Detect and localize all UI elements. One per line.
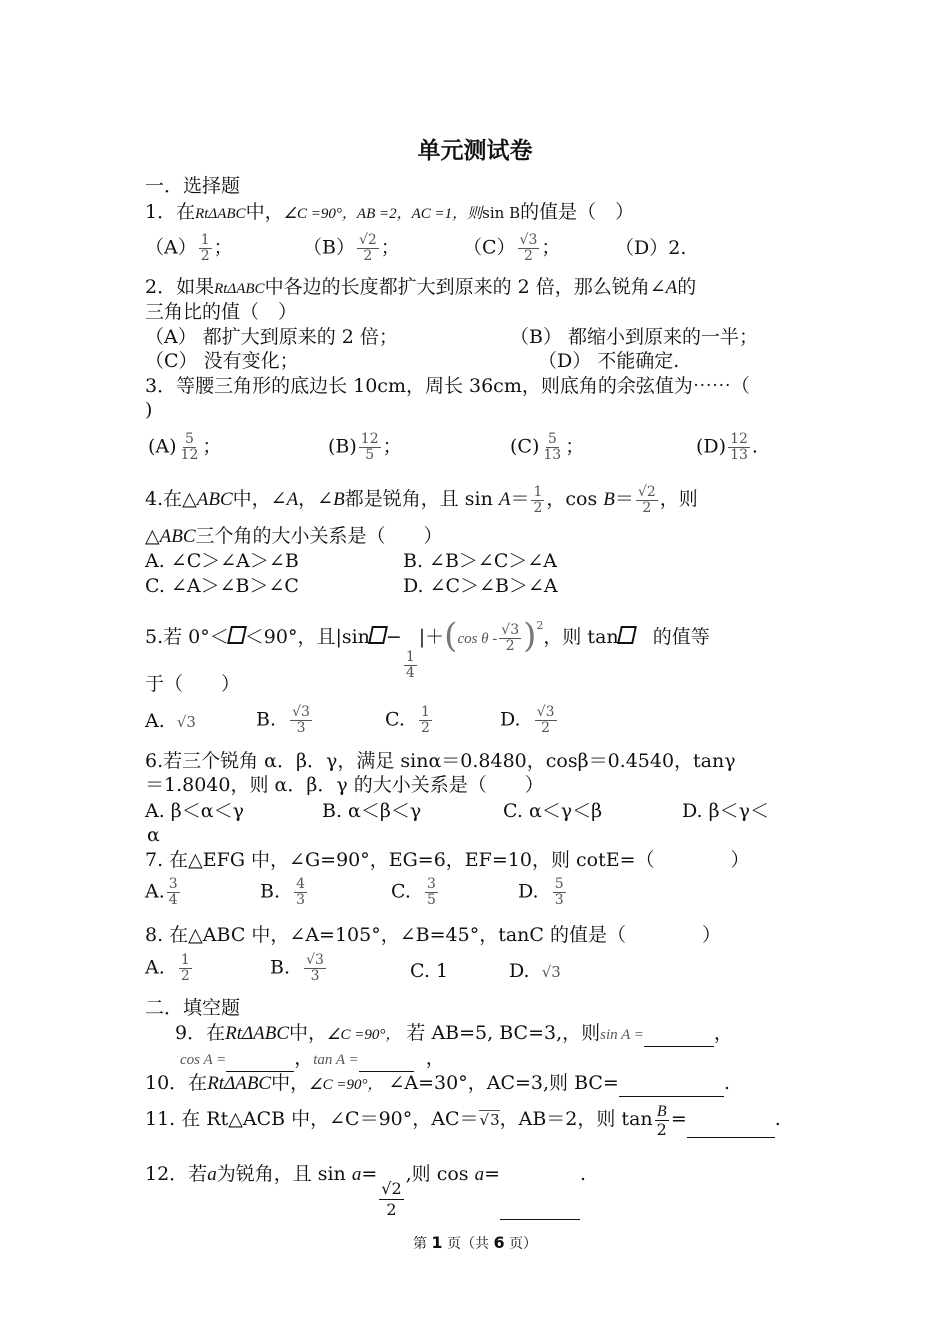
q3-c-den: 13 <box>543 447 562 463</box>
q3-option-d <box>696 432 758 463</box>
q2-tail: 的 <box>677 276 697 298</box>
q3-b-num: 12 <box>360 431 379 447</box>
q1-ab: AB =2， <box>356 206 412 222</box>
q3-option-b <box>328 432 402 463</box>
q3-a-den: 12 <box>180 447 199 463</box>
q8-a-frac <box>179 953 192 984</box>
q1-option-a <box>145 233 233 264</box>
q1-a-den: 2 <box>200 248 210 264</box>
q11-root: 3 <box>490 1111 500 1129</box>
question-7: 7. 在△EFG 中，∠G=90°，EG=6，EF=10，则 cotE=（ ） <box>145 849 750 871</box>
question-4-line-1 <box>145 484 698 516</box>
question-6-line-2: ＝1.8040，则 α．β．γ 的大小关系是（ ） <box>145 774 544 796</box>
q1-option-a-frac <box>199 233 212 264</box>
footer-post: 页） <box>509 1236 538 1252</box>
q9-cond: 若 AB=5, BC=3,，则 <box>406 1022 601 1044</box>
q7-b-num: 4 <box>296 876 306 892</box>
q3-option-c <box>510 432 584 463</box>
q4-abc2: ABC <box>159 526 196 547</box>
q12-den: 2 <box>386 1200 397 1219</box>
cos-a-blank[interactable] <box>226 1053 294 1072</box>
q1-sinb: sin B <box>482 204 521 222</box>
q3-a-label: (A) <box>148 435 177 458</box>
q4-b: B <box>333 489 345 510</box>
q9-comma2: ， <box>294 1047 314 1069</box>
q1-tail: 的值是（ ） <box>520 201 635 223</box>
question-5-line-1 <box>145 611 710 681</box>
q9-triangle: RtΔABC <box>225 1023 290 1044</box>
q9-sina: sin A = <box>600 1027 644 1043</box>
q2-lead: 2．如果 <box>145 276 215 298</box>
q12-eq: = <box>361 1163 378 1185</box>
q10-tail: ∠A=30°，AC=3,则 BC= <box>388 1072 619 1094</box>
section-fill-heading: 二．填空题 <box>145 997 241 1019</box>
q1-b-end: ； <box>380 236 400 259</box>
q5-frac-2 <box>499 623 521 654</box>
q4-t6: 三个角的大小关系是（ ） <box>195 525 443 547</box>
q3-d-end: . <box>751 435 758 458</box>
q1-ac: AC =1，则 <box>411 206 483 222</box>
q4-t4: ，cos <box>546 488 598 510</box>
q3-a-num: 5 <box>185 431 194 447</box>
q7-c-num: 3 <box>427 876 436 892</box>
sin-a-blank[interactable] <box>644 1028 714 1047</box>
q5-d-num: √3 <box>536 704 555 720</box>
q7-c-frac <box>425 877 438 908</box>
q12-end: . <box>580 1163 587 1185</box>
q9-lead: 9．在 <box>175 1022 226 1044</box>
question-5-line-2: 于（ ） <box>145 673 241 695</box>
q1-option-a-label: （A） <box>145 236 197 259</box>
q12-num: √2 <box>381 1179 402 1198</box>
q4-frac-2 <box>636 485 658 516</box>
q4-t2: ，∠ <box>298 488 334 510</box>
q7-option-c <box>391 877 440 908</box>
question-6-line-1: 6.若三个锐角 α．β．γ，满足 sinα＝0.8480，cosβ＝0.4540，tanγ <box>145 750 736 772</box>
q1-mid: 中， <box>245 201 284 223</box>
q8-b-den: 3 <box>310 968 320 984</box>
q1-option-d: （D）2. <box>615 237 687 259</box>
q12-eq2: = <box>484 1163 501 1185</box>
q8-b-frac <box>304 953 326 984</box>
q3-d-label: (D) <box>696 435 727 458</box>
total-pages: 6 <box>493 1233 505 1252</box>
q4-eq1: ＝ <box>510 488 530 510</box>
right-paren-icon: ) <box>523 616 537 656</box>
q3-c-end: ； <box>565 435 585 458</box>
footer-pre: 第 <box>412 1236 427 1252</box>
q2-option-c: （C） 没有变化； <box>145 350 299 372</box>
q9-mid: 中， <box>289 1022 328 1044</box>
q2-option-b: （B） 都缩小到原来的一半； <box>510 326 759 348</box>
question-2-line-1 <box>145 275 696 301</box>
q10-end: . <box>723 1072 730 1094</box>
q1-option-c-label: （C） <box>463 236 516 259</box>
q8-b-num: √3 <box>306 952 324 968</box>
q5-c-den: 2 <box>421 720 430 736</box>
q12-a: a <box>207 1164 217 1185</box>
q5-num2: √3 <box>501 621 520 638</box>
q3-b-frac <box>359 432 381 463</box>
page-footer <box>0 1233 950 1253</box>
q5-b-den: 3 <box>296 720 306 736</box>
q8-d-val: √3 <box>541 963 561 981</box>
q11-mid: ，AB＝2，则 tan <box>499 1108 653 1130</box>
q5-square: 2 <box>536 619 544 632</box>
q8-option-c: C. 1 <box>410 960 449 982</box>
q7-a-den: 4 <box>168 892 178 908</box>
q1-option-c-frac <box>518 233 540 264</box>
q4-a2: A <box>498 489 511 510</box>
q7-b-frac <box>294 877 307 908</box>
question-12 <box>145 1157 586 1220</box>
q3-d-den: 13 <box>730 447 748 463</box>
q5-den1: 4 <box>405 665 415 681</box>
q4-frac-1 <box>531 485 544 516</box>
q10-mid: 中， <box>271 1072 310 1094</box>
q10-lead: 10．在 <box>145 1072 208 1094</box>
q4-option-c: C. ∠A＞∠B＞∠C <box>145 575 299 597</box>
question-3-line-2: ) <box>145 399 153 421</box>
q9-comma3: ， <box>425 1047 445 1069</box>
q4-option-a: A. ∠C＞∠A＞∠B <box>145 550 299 572</box>
q5-tail: ，则 tan <box>543 626 619 648</box>
q1-option-c <box>463 233 560 264</box>
q7-c-label: C. <box>391 880 411 903</box>
q7-d-label: D. <box>518 880 539 903</box>
q4-abc: ABC <box>196 489 233 510</box>
q1-c-den: 2 <box>524 248 533 264</box>
q3-c-frac <box>541 432 563 463</box>
theta-box-icon <box>617 626 637 644</box>
q8-a-label: A. <box>145 956 165 979</box>
q12-a3: a <box>474 1164 485 1185</box>
q5-option-a <box>145 709 196 734</box>
q7-option-b <box>260 877 309 908</box>
q7-b-label: B. <box>260 880 281 903</box>
q4-eq2: ＝ <box>614 488 634 510</box>
q7-option-a <box>145 877 182 908</box>
q3-d-frac <box>728 432 750 463</box>
q5-lt: ＜90°，且|sin <box>244 626 370 648</box>
q11-frac <box>655 1103 669 1138</box>
q5-option-d <box>500 705 559 736</box>
q6-option-a: A. β＜α＜γ <box>145 800 244 822</box>
q5-c-frac <box>419 705 432 736</box>
q4-num1: 1 <box>533 483 543 500</box>
q2-triangle: RtΔABC <box>214 281 265 297</box>
q4-option-d: D. ∠C＞∠B＞∠A <box>403 575 558 597</box>
q1-triangle: RtΔABC <box>195 206 246 222</box>
q1-angle: ∠C =90°， <box>283 206 357 222</box>
left-paren-icon: ( <box>444 616 458 656</box>
q1-a-end: ； <box>213 236 233 259</box>
question-3-line-1: 3．等腰三角形的底边长 10cm，周长 36cm，则底角的余弦值为⋯⋯（ <box>145 375 750 397</box>
q4-t3: 都是锐角，且 sin <box>344 488 493 510</box>
q1-b-num: √2 <box>358 232 377 248</box>
footer-mid: 页（共 <box>447 1236 489 1252</box>
q7-d-num: 5 <box>554 876 564 892</box>
q9-cosa: cos A = <box>180 1052 227 1068</box>
q12-lead: 12．若 <box>145 1163 208 1185</box>
q5-a-label: A. <box>145 710 165 732</box>
q8-option-b <box>270 953 328 984</box>
q3-a-frac <box>179 432 201 463</box>
q6-option-b: B. α＜β＜γ <box>322 800 422 822</box>
q5-minus: − <box>385 626 402 648</box>
page-number: 1 <box>431 1233 443 1252</box>
question-2-line-2: 三角比的值（ ） <box>145 301 298 323</box>
q7-d-den: 3 <box>554 892 564 908</box>
q5-lead: 5.若 0°＜ <box>145 626 229 648</box>
q7-c-den: 5 <box>427 892 436 908</box>
q9-comma1: ， <box>713 1022 733 1044</box>
q11-lead: 11. 在 Rt△ACB 中，∠C＝90°，AC＝ <box>145 1108 479 1130</box>
q6-option-d: D. β＜γ＜ <box>682 800 769 822</box>
q4-tri: △ <box>145 525 160 547</box>
q7-d-frac <box>553 877 566 908</box>
q1-option-b <box>303 233 400 264</box>
q5-option-b <box>256 705 314 736</box>
q5-c-label: C. <box>385 708 405 731</box>
q2-angle-a: A <box>665 277 678 298</box>
q5-option-c <box>385 705 434 736</box>
q10-angle: ∠C =90°， <box>309 1077 383 1093</box>
q3-b-den: 5 <box>365 447 375 463</box>
q11-eq: = <box>670 1108 687 1130</box>
q5-c-num: 1 <box>421 704 430 720</box>
q2-option-d: （D） 不能确定. <box>538 350 680 372</box>
q1-lead: 1．在 <box>145 201 196 223</box>
q5-mid: |＋ <box>418 626 445 648</box>
q7-a-label: A. <box>145 880 165 903</box>
tan-b-half-blank[interactable] <box>687 1119 775 1138</box>
q5-d-den: 2 <box>541 720 551 736</box>
q5-frac-1 <box>404 650 417 681</box>
q4-b2: B <box>603 489 615 510</box>
q3-option-a <box>148 432 221 463</box>
question-8: 8. 在△ABC 中，∠A=105°，∠B=45°，tanC 的值是（ ） <box>145 924 721 946</box>
q7-a-frac <box>167 877 180 908</box>
q12-mid: 为锐角，且 sin <box>216 1163 346 1185</box>
q5-b-frac <box>290 705 312 736</box>
question-1 <box>145 200 634 226</box>
q4-a: A <box>286 489 299 510</box>
q4-den2: 2 <box>642 499 652 516</box>
q4-option-b: B. ∠B＞∠C＞∠A <box>403 550 558 572</box>
q5-den2: 2 <box>505 637 515 654</box>
theta-box-icon <box>227 626 247 644</box>
question-11 <box>145 1102 781 1138</box>
q7-b-den: 3 <box>296 892 306 908</box>
q2-text: 中各边的长度都扩大到原来的 2 倍，那么锐角∠ <box>264 276 666 298</box>
tan-a-blank[interactable] <box>359 1053 414 1072</box>
q5-b-label: B. <box>256 708 277 731</box>
q4-t1: 中，∠ <box>232 488 287 510</box>
q6-option-c: C. α＜γ＜β <box>503 800 603 822</box>
q7-option-d <box>518 877 568 908</box>
q8-b-label: B. <box>270 956 291 979</box>
q4-lead: 4.在△ <box>145 488 197 510</box>
q3-c-label: (C) <box>510 435 540 458</box>
theta-box-icon <box>368 626 388 644</box>
q10-triangle: RtΔABC <box>207 1073 272 1094</box>
bc-blank[interactable] <box>619 1078 724 1097</box>
q8-d-label: D. <box>509 960 530 982</box>
q1-b-den: 2 <box>363 248 373 264</box>
question-10 <box>145 1071 730 1097</box>
question-9-line-1 <box>175 1021 733 1047</box>
cos-a-answer-blank[interactable] <box>500 1201 580 1220</box>
q5-tail2: 的值等 <box>652 626 710 648</box>
q3-b-end: ； <box>382 435 402 458</box>
q4-t5: ，则 <box>659 488 698 510</box>
q1-option-b-frac <box>357 233 379 264</box>
q3-d-num: 12 <box>730 431 748 447</box>
page-title: 单元测试卷 <box>417 138 533 164</box>
sqrt-icon: √ <box>479 1111 490 1129</box>
section-choice-heading: 一．选择题 <box>145 175 241 197</box>
q5-d-frac <box>535 705 557 736</box>
q12-frac <box>379 1179 403 1220</box>
q11-num: B <box>656 1102 667 1120</box>
q11-den: 2 <box>656 1119 667 1139</box>
q9-tana: tan A = <box>313 1052 359 1068</box>
q5-b-num: √3 <box>292 704 310 720</box>
q2-option-a: （A） 都扩大到原来的 2 倍； <box>145 326 398 348</box>
question-9-line-2 <box>180 1046 445 1072</box>
q3-c-num: 5 <box>547 431 557 447</box>
q11-end: . <box>774 1108 781 1130</box>
q4-num2: √2 <box>637 483 656 500</box>
question-4-line-2 <box>145 524 443 549</box>
q5-a-val: √3 <box>176 713 196 731</box>
q7-a-num: 3 <box>168 876 178 892</box>
q12-tail: ,则 cos <box>405 1163 469 1185</box>
q6-option-d-cont: α <box>147 824 160 846</box>
q9-angle: ∠C =90°， <box>327 1027 401 1043</box>
q1-option-b-label: （B） <box>303 236 355 259</box>
q3-a-end: ； <box>202 435 222 458</box>
q12-a2: a <box>351 1164 362 1185</box>
q8-option-d <box>509 959 561 984</box>
q1-a-num: 1 <box>200 232 210 248</box>
q8-option-a <box>145 953 194 984</box>
q8-a-num: 1 <box>180 952 190 968</box>
q5-cos: cos θ - <box>457 631 498 647</box>
q1-c-num: √3 <box>519 232 538 248</box>
q8-a-den: 2 <box>180 968 190 984</box>
q5-d-label: D. <box>500 708 521 731</box>
q1-c-end: ； <box>541 236 561 259</box>
q5-num1: 1 <box>405 649 415 665</box>
q3-b-label: (B) <box>328 435 357 458</box>
q4-den1: 2 <box>533 499 543 516</box>
